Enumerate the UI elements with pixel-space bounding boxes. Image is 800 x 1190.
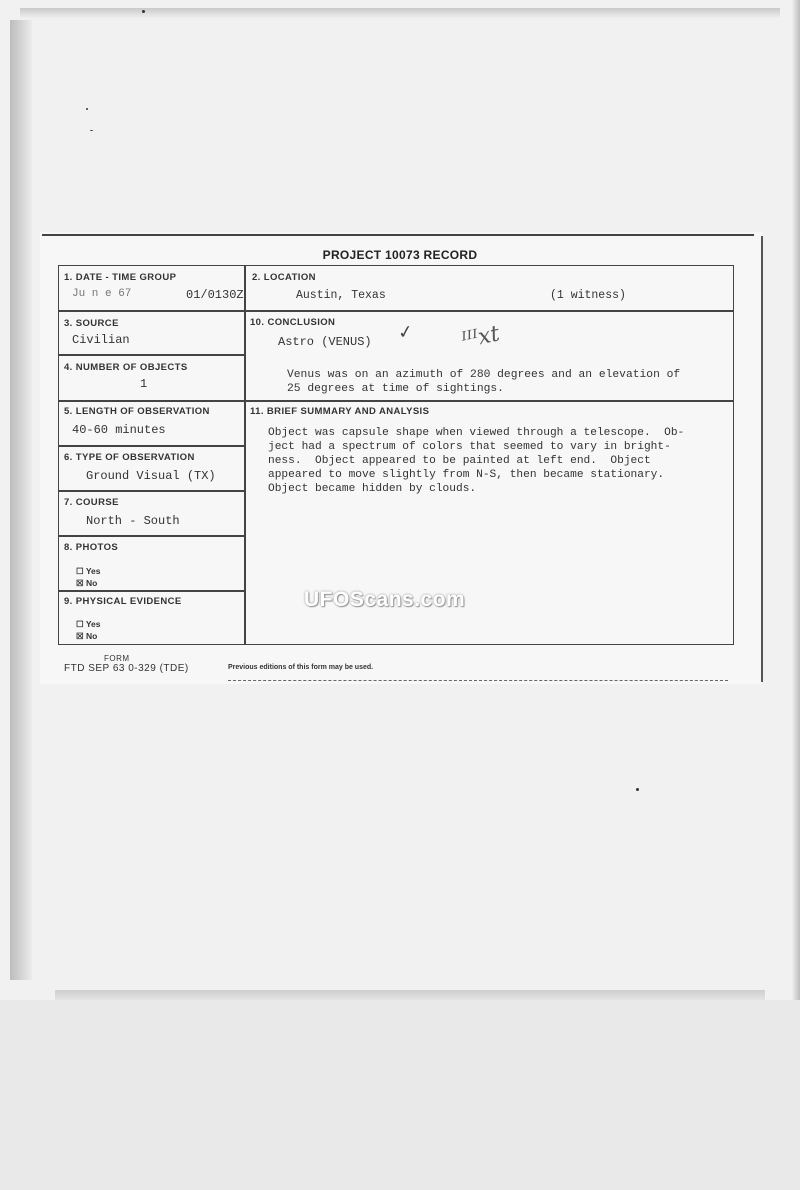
type-of-observation-value: Ground Visual (TX) bbox=[86, 469, 216, 483]
summary-line: appeared to move slightly from N-S, then became stationary. bbox=[268, 469, 665, 481]
row-divider bbox=[244, 310, 734, 312]
photos-no-checkbox: ☒ No bbox=[76, 578, 98, 588]
card-top-line bbox=[42, 234, 754, 236]
source-label: 3. SOURCE bbox=[64, 318, 119, 329]
physical-evidence-yes-checkbox: ☐ Yes bbox=[76, 619, 101, 629]
summary-line: Object became hidden by clouds. bbox=[268, 483, 477, 495]
record-title: PROJECT 10073 RECORD bbox=[322, 248, 478, 262]
location-label: 2. LOCATION bbox=[252, 272, 316, 283]
length-of-observation-label: 5. LENGTH OF OBSERVATION bbox=[64, 406, 210, 417]
number-of-objects-value: 1 bbox=[140, 377, 148, 391]
physical-evidence-label: 9. PHYSICAL EVIDENCE bbox=[64, 596, 182, 607]
summary-label: 11. BRIEF SUMMARY AND ANALYSIS bbox=[250, 406, 430, 417]
location-witnesses: (1 witness) bbox=[550, 289, 626, 302]
summary-line: ject had a spectrum of colors that seemed to vary in bright- bbox=[268, 441, 671, 453]
row-divider bbox=[58, 490, 244, 492]
footer-note: Previous editions of this form may be used. bbox=[228, 664, 374, 671]
course-label: 7. COURSE bbox=[64, 497, 119, 508]
date-time-group-label: 1. DATE - TIME GROUP bbox=[64, 272, 177, 283]
summary-line: ness. Object appeared to be painted at left end. Object bbox=[268, 455, 651, 467]
conclusion-detail-line1: Venus was on an azimuth of 280 degrees and an elevation of bbox=[287, 369, 681, 381]
number-of-objects-label: 4. NUMBER OF OBJECTS bbox=[64, 362, 188, 373]
scan-speck bbox=[636, 788, 639, 791]
source-value: Civilian bbox=[72, 333, 130, 347]
conclusion-value: Astro (VENUS) bbox=[278, 335, 372, 349]
row-divider bbox=[58, 310, 244, 312]
scan-edge-top bbox=[20, 8, 780, 18]
photos-label: 8. PHOTOS bbox=[64, 542, 119, 553]
footer-form-word: FORM bbox=[104, 654, 130, 663]
location-place: Austin, Texas bbox=[296, 289, 386, 302]
row-divider bbox=[58, 354, 244, 356]
row-divider bbox=[244, 400, 734, 402]
physical-evidence-no-checkbox: ☒ No bbox=[76, 631, 98, 641]
type-of-observation-label: 6. TYPE OF OBSERVATION bbox=[64, 452, 195, 463]
scan-speck bbox=[142, 10, 145, 13]
date-time-group-time: 01/0130Z bbox=[186, 288, 244, 302]
footer-dashed-line bbox=[228, 680, 728, 681]
row-divider bbox=[58, 400, 244, 402]
row-divider bbox=[58, 535, 244, 537]
summary-line: Object was capsule shape when viewed through a telescope. Ob- bbox=[268, 427, 685, 439]
length-of-observation-value: 40-60 minutes bbox=[72, 423, 166, 437]
date-time-group-date: Ju n e 67 bbox=[72, 288, 132, 300]
scan-speck bbox=[86, 108, 88, 110]
scan-speck bbox=[90, 130, 93, 131]
handwritten-initials: ᴵᴵᴵxt bbox=[459, 321, 502, 354]
conclusion-label: 10. CONCLUSION bbox=[250, 317, 336, 328]
course-value: North - South bbox=[86, 514, 180, 528]
conclusion-detail-line2: 25 degrees at time of sightings. bbox=[287, 383, 504, 395]
row-divider bbox=[58, 590, 244, 592]
check-mark-icon: ✓ bbox=[396, 321, 415, 343]
card-right-edge bbox=[761, 236, 763, 682]
form-column-divider bbox=[244, 265, 246, 645]
lower-sheet bbox=[0, 1000, 800, 1190]
photos-yes-checkbox: ☐ Yes bbox=[76, 566, 101, 576]
footer-form-code: FTD SEP 63 0-329 (TDE) bbox=[64, 663, 189, 674]
scan-edge-left bbox=[10, 20, 32, 980]
watermark-text: UFOScans.com bbox=[304, 588, 466, 611]
row-divider bbox=[58, 445, 244, 447]
